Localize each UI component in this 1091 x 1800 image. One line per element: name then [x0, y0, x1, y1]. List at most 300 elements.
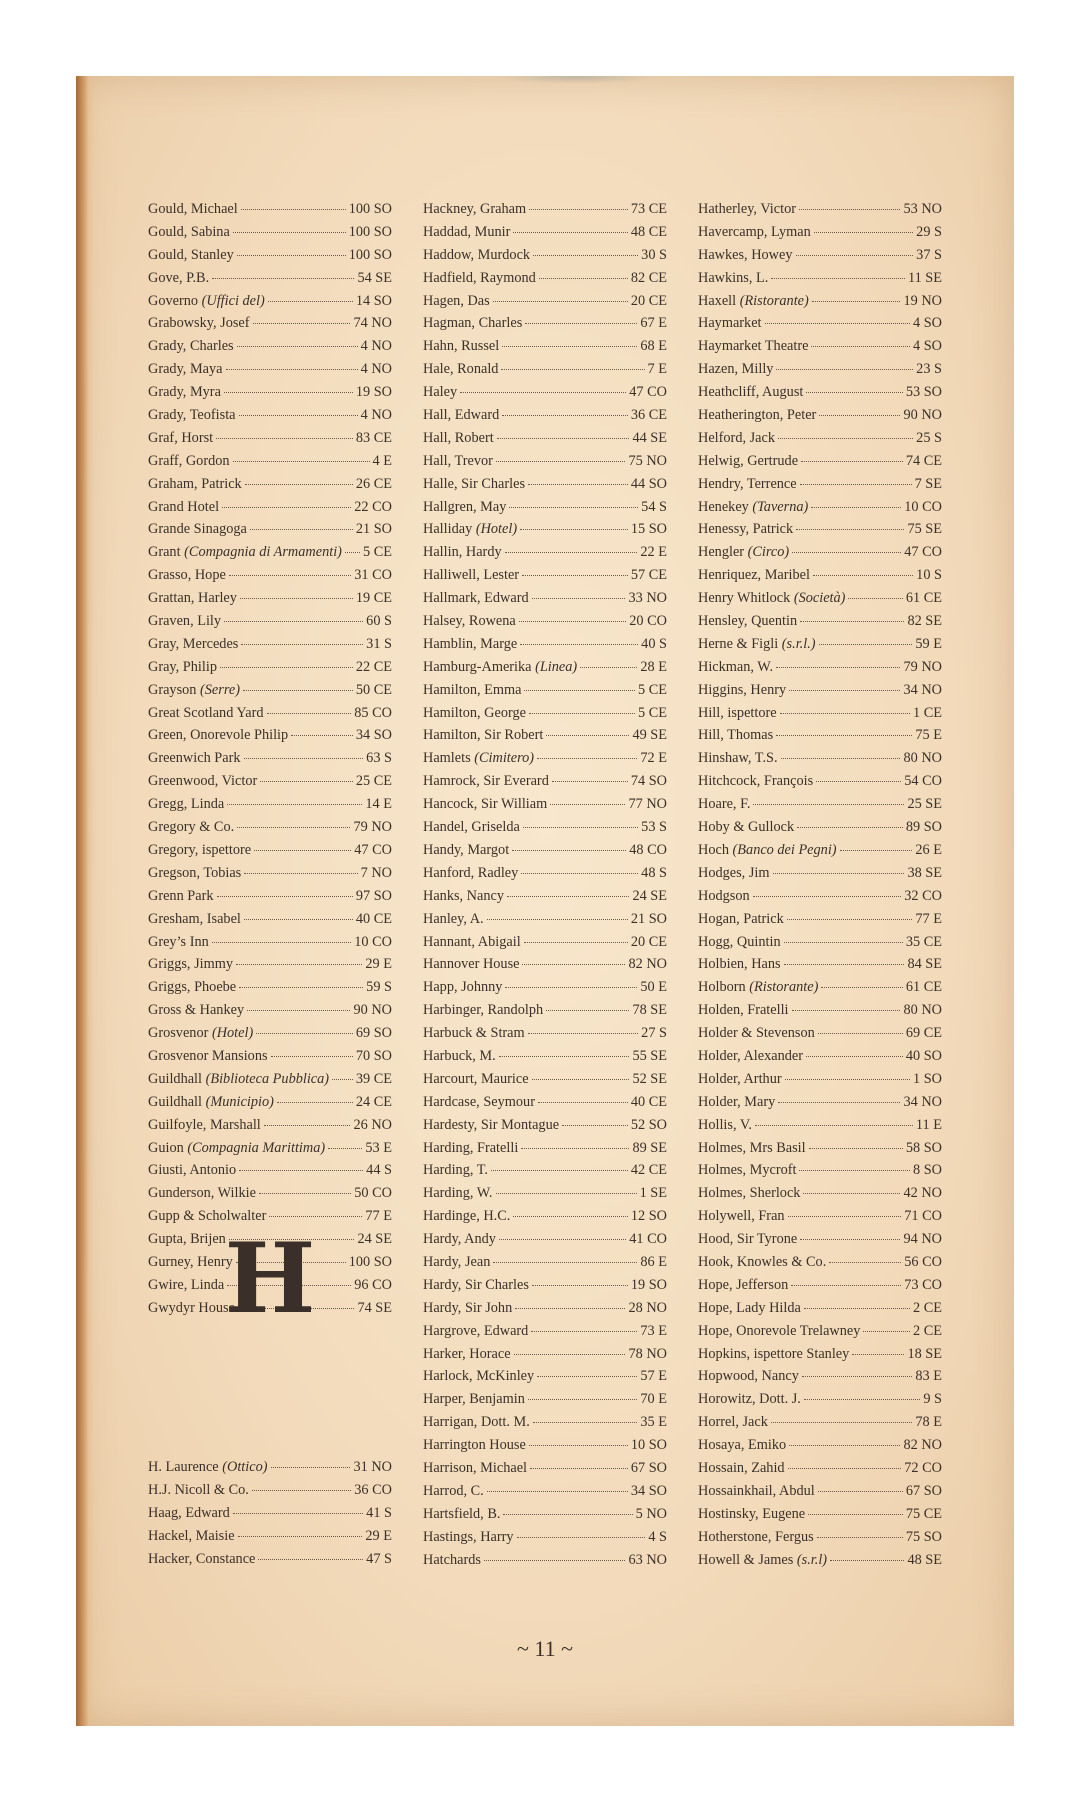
entry-map-reference: 28 NO [628, 1299, 667, 1316]
entry-map-reference: 10 CO [354, 933, 392, 950]
entry-qualifier: (Banco dei Pegni) [732, 841, 837, 858]
entry-name: Guildhall (Municipio) [148, 1093, 274, 1110]
dot-leader [755, 1124, 913, 1126]
index-entry [698, 1094, 942, 1117]
entry-name: Guion (Compagnia Marittima) [148, 1139, 326, 1156]
entry-map-reference: 35 E [640, 1414, 667, 1431]
entry-map-reference: 74 SE [357, 1299, 392, 1316]
entry-qualifier: (Municipio) [205, 1093, 274, 1110]
entry-map-reference: 57 E [640, 1368, 667, 1385]
entry-map-reference: 44 SE [632, 429, 667, 446]
entry-name: Hodges, Jim [698, 864, 770, 881]
entry-name: Hacker, Constance [148, 1550, 256, 1567]
entry-map-reference: 21 SO [630, 910, 667, 927]
index-entry [148, 956, 392, 979]
dot-leader [233, 460, 370, 462]
dot-leader [818, 1032, 903, 1034]
index-entry [698, 1460, 942, 1483]
dot-leader [814, 231, 913, 233]
index-entry [423, 1437, 667, 1460]
entry-name: Helwig, Gertrude [698, 452, 799, 469]
index-entry [148, 1528, 392, 1551]
entry-map-reference: 41 S [366, 1504, 392, 1521]
index-entry [148, 727, 392, 750]
index-entry [423, 727, 667, 750]
index-entry [698, 1529, 942, 1552]
dot-leader [784, 963, 905, 965]
index-entry [423, 1323, 667, 1346]
entry-map-reference: 25 SE [907, 796, 942, 813]
dot-leader [811, 506, 901, 508]
index-entry [698, 201, 942, 224]
entry-map-reference: 47 S [366, 1550, 392, 1567]
index-entry [423, 1162, 667, 1185]
dot-leader [780, 712, 910, 714]
dot-leader [252, 1489, 351, 1491]
index-entry [148, 911, 392, 934]
entry-map-reference: 4 S [648, 1528, 667, 1545]
entry-map-reference: 58 SO [905, 1139, 942, 1156]
entry-name: Grasso, Hope [148, 567, 226, 584]
entry-name: Hall, Robert [423, 429, 494, 446]
dot-leader [244, 918, 353, 920]
entry-map-reference: 20 CE [630, 933, 667, 950]
index-entry [698, 270, 942, 293]
dot-leader [552, 780, 628, 782]
entry-map-reference: 75 E [915, 727, 942, 744]
index-entry [423, 453, 667, 476]
entry-map-reference: 35 CE [905, 933, 942, 950]
entry-map-reference: 29 S [916, 223, 942, 240]
entry-map-reference: 83 E [915, 1368, 942, 1385]
entry-map-reference: 50 E [640, 979, 667, 996]
index-entry [423, 544, 667, 567]
dot-leader [237, 254, 346, 256]
dot-leader [813, 574, 913, 576]
dot-leader [796, 528, 904, 530]
dot-leader [243, 689, 353, 691]
entry-map-reference: 11 E [915, 1116, 942, 1133]
entry-name: Hargrove, Edward [423, 1322, 529, 1339]
entry-name: Grey’s Inn [148, 933, 209, 950]
entry-name: Hawkes, Howey [698, 246, 793, 263]
dot-leader [546, 1009, 629, 1011]
index-entry [698, 1254, 942, 1277]
index-entry [148, 750, 392, 773]
entry-map-reference: 29 E [365, 1527, 392, 1544]
entry-map-reference: 75 NO [628, 452, 667, 469]
entry-name: Hancock, Sir William [423, 796, 548, 813]
entry-map-reference: 7 E [647, 361, 667, 378]
index-entry [148, 499, 392, 522]
dot-leader [233, 1512, 363, 1514]
dot-leader [328, 1147, 362, 1149]
entry-name: Hadfield, Raymond [423, 269, 536, 286]
dot-leader [499, 1238, 626, 1240]
entry-map-reference: 52 SO [630, 1116, 667, 1133]
entry-name: Gurney, Henry [148, 1253, 233, 1270]
index-entry [698, 796, 942, 819]
entry-name: Grady, Maya [148, 361, 223, 378]
index-entry [423, 384, 667, 407]
entry-name: Hoch (Banco dei Pegni) [698, 841, 837, 858]
entry-qualifier: (Società) [793, 590, 846, 607]
index-entry [148, 1094, 392, 1117]
dot-leader [524, 941, 628, 943]
entry-map-reference: 21 SO [355, 521, 392, 538]
entry-map-reference: 26 CE [355, 475, 392, 492]
entry-map-reference: 10 SO [630, 1437, 667, 1454]
entry-map-reference: 24 CE [355, 1093, 392, 1110]
entry-map-reference: 22 CO [354, 498, 392, 515]
dot-leader [227, 803, 362, 805]
index-entry [148, 1459, 392, 1482]
index-entry [148, 1048, 392, 1071]
page-number: ~ 11 ~ [517, 1636, 573, 1661]
dot-leader [776, 368, 913, 370]
entry-name: Gould, Sabina [148, 223, 230, 240]
dot-leader [788, 1467, 902, 1469]
entry-name: Hoby & Gullock [698, 819, 795, 836]
entry-name: Hill, ispettore [698, 704, 777, 721]
index-entry [698, 247, 942, 270]
dot-leader [521, 872, 638, 874]
entry-map-reference: 60 S [366, 613, 392, 630]
entry-name: Holbien, Hans [698, 956, 781, 973]
entry-map-reference: 69 CE [905, 1025, 942, 1042]
dot-leader [260, 780, 353, 782]
dot-leader [254, 849, 351, 851]
entry-name: Hastings, Harry [423, 1528, 514, 1545]
entry-name: Hotherstone, Fergus [698, 1528, 814, 1545]
index-entry [423, 499, 667, 522]
entry-map-reference: 47 CO [629, 384, 667, 401]
index-entry [423, 1460, 667, 1483]
entry-name: Hope, Jefferson [698, 1276, 789, 1293]
dot-leader [792, 1009, 901, 1011]
entry-map-reference: 77 E [365, 1208, 392, 1225]
entry-map-reference: 77 NO [628, 796, 667, 813]
dot-leader [789, 689, 900, 691]
entry-name: Hahn, Russel [423, 338, 500, 355]
dot-leader [802, 1375, 913, 1377]
dot-leader [258, 1558, 363, 1560]
entry-map-reference: 82 CE [630, 269, 667, 286]
entry-name: Hollis, V. [698, 1116, 752, 1133]
index-entry [698, 659, 942, 682]
dot-leader [830, 1559, 904, 1561]
entry-name: Grady, Teofista [148, 407, 236, 424]
entry-map-reference: 37 S [916, 246, 942, 263]
dot-leader [806, 1055, 903, 1057]
dot-leader [264, 1124, 351, 1126]
entry-name: Hossain, Zahid [698, 1459, 785, 1476]
entry-map-reference: 53 E [365, 1139, 392, 1156]
entry-qualifier: (Uffici del) [201, 292, 265, 309]
entry-map-reference: 34 NO [903, 681, 942, 698]
entry-name: Halle, Sir Charles [423, 475, 526, 492]
index-entry [148, 865, 392, 888]
dot-leader [546, 734, 629, 736]
entry-qualifier: (Cimitero) [474, 750, 535, 767]
dot-leader [817, 1536, 903, 1538]
entry-name: H. Laurence (Ottico) [148, 1459, 268, 1475]
entry-map-reference: 73 CO [904, 1276, 942, 1293]
entry-name: Hardy, Jean [423, 1253, 491, 1270]
dot-leader [533, 254, 638, 256]
index-entry [698, 1208, 942, 1231]
entry-map-reference: 82 SE [907, 613, 942, 630]
entry-name: Gray, Mercedes [148, 635, 239, 652]
entry-map-reference: 72 CO [904, 1459, 942, 1476]
entry-map-reference: 50 CO [354, 1185, 392, 1202]
dot-leader [528, 1032, 639, 1034]
dot-leader [239, 1169, 363, 1171]
entry-map-reference: 5 CE [638, 704, 667, 721]
entry-map-reference: 73 CE [630, 201, 667, 217]
entry-name: Hardy, Sir John [423, 1299, 513, 1316]
entry-name: Graf, Horst [148, 429, 214, 446]
index-column-1 [148, 201, 392, 1323]
entry-map-reference: 100 SO [348, 246, 392, 263]
index-entry [698, 636, 942, 659]
entry-name: Gupta, Brijen [148, 1231, 226, 1248]
entry-name: Hardcase, Seymour [423, 1093, 535, 1110]
index-entry [698, 430, 942, 453]
entry-name: Grattan, Harley [148, 590, 237, 607]
index-entry [148, 705, 392, 728]
entry-name: Hensley, Quentin [698, 613, 798, 630]
entry-name: Haddow, Murdock [423, 246, 531, 263]
index-entry [698, 682, 942, 705]
entry-name: Hartsfield, B. [423, 1505, 501, 1522]
index-entry [148, 1162, 392, 1185]
entry-map-reference: 31 NO [353, 1459, 392, 1475]
index-entry [698, 1391, 942, 1414]
entry-map-reference: 89 SO [905, 819, 942, 836]
entry-map-reference: 28 E [640, 658, 667, 675]
entry-map-reference: 7 NO [360, 864, 392, 881]
entry-name: Harrington House [423, 1437, 526, 1454]
index-entry [423, 361, 667, 384]
entry-map-reference: 63 S [366, 750, 392, 767]
entry-name: Hamilton, Sir Robert [423, 727, 544, 744]
entry-map-reference: 26 NO [353, 1116, 392, 1133]
dot-leader [531, 1330, 637, 1332]
index-entry [148, 1002, 392, 1025]
entry-name: Hogan, Patrick [698, 910, 784, 927]
entry-map-reference: 54 CO [904, 773, 942, 790]
dot-leader [799, 208, 900, 210]
index-entry [698, 1162, 942, 1185]
entry-name: Hinshaw, T.S. [698, 750, 778, 767]
entry-map-reference: 1 SO [913, 1070, 942, 1087]
entry-map-reference: 4 NO [360, 361, 392, 378]
entry-name: Grand Hotel [148, 498, 220, 515]
dot-leader [800, 1238, 900, 1240]
index-entry [148, 796, 392, 819]
entry-map-reference: 20 CO [629, 613, 667, 630]
entry-map-reference: 42 NO [903, 1185, 942, 1202]
entry-map-reference: 55 SE [632, 1047, 667, 1064]
entry-qualifier: (Taverna) [752, 498, 809, 515]
dot-leader [268, 300, 353, 302]
entry-name: Green, Onorevole Philip [148, 727, 289, 744]
dot-leader [537, 1375, 637, 1377]
dot-leader [528, 483, 628, 485]
dot-leader [224, 620, 363, 622]
entry-map-reference: 44 S [366, 1162, 392, 1179]
entry-name: Hossainkhail, Abdul [698, 1482, 815, 1499]
dot-leader [267, 712, 352, 714]
dot-leader [529, 1444, 628, 1446]
entry-name: Hawkins, L. [698, 269, 769, 286]
dot-leader [513, 1215, 627, 1217]
dot-leader [784, 941, 903, 943]
entry-name: Harbinger, Randolph [423, 1002, 544, 1019]
entry-name: Harding, Fratelli [423, 1139, 519, 1156]
index-entry [698, 979, 942, 1002]
index-entry [148, 842, 392, 865]
entry-name: Gregory, ispettore [148, 841, 252, 858]
entry-map-reference: 74 SO [630, 773, 667, 790]
index-entry [423, 407, 667, 430]
dot-leader [852, 1353, 904, 1355]
entry-map-reference: 20 CE [630, 292, 667, 309]
dot-leader [520, 643, 638, 645]
dot-leader [487, 1490, 628, 1492]
index-entry [148, 888, 392, 911]
entry-map-reference: 44 SO [630, 475, 667, 492]
entry-name: Hackel, Maisie [148, 1527, 235, 1544]
dot-leader [226, 368, 358, 370]
entry-name: Hardy, Andy [423, 1231, 496, 1248]
entry-map-reference: 36 CO [354, 1481, 392, 1498]
dot-leader [501, 368, 644, 370]
entry-name: Holder, Alexander [698, 1047, 804, 1064]
entry-map-reference: 69 SO [355, 1025, 392, 1042]
entry-map-reference: 75 SO [905, 1528, 942, 1545]
entry-map-reference: 40 CE [630, 1093, 667, 1110]
index-entry [148, 1071, 392, 1094]
index-entry [148, 476, 392, 499]
entry-map-reference: 78 NO [628, 1345, 667, 1362]
dot-leader [460, 391, 626, 393]
entry-map-reference: 75 SE [907, 521, 942, 538]
entry-name: Harcourt, Maurice [423, 1070, 529, 1087]
dot-leader [271, 1466, 351, 1468]
dot-leader [771, 1421, 913, 1423]
entry-map-reference: 89 SE [632, 1139, 667, 1156]
index-entry [423, 1208, 667, 1231]
index-entry [148, 430, 392, 453]
index-entry [698, 888, 942, 911]
entry-name: Hengler (Circo) [698, 544, 790, 561]
dot-leader [513, 231, 628, 233]
entry-map-reference: 27 S [641, 1025, 667, 1042]
index-entry [423, 1277, 667, 1300]
dot-leader [237, 826, 350, 828]
entry-name: Gunderson, Wilkie [148, 1185, 256, 1202]
entry-name: Governo (Uffici del) [148, 292, 265, 309]
entry-name: Henry Whitlock (Società) [698, 590, 846, 607]
entry-map-reference: 53 SO [905, 384, 942, 401]
index-entry [698, 1552, 942, 1575]
index-entry [423, 1414, 667, 1437]
entry-name: Hallin, Hardy [423, 544, 502, 561]
entry-map-reference: 94 NO [903, 1231, 942, 1248]
entry-name: Grant (Compagnia di Armamenti) [148, 544, 342, 561]
entry-map-reference: 40 CE [355, 910, 392, 927]
entry-name: Holder & Stevenson [698, 1025, 815, 1042]
index-entry [423, 1483, 667, 1506]
index-entry [423, 293, 667, 316]
section-letter-heading: H [224, 1222, 316, 1335]
dot-leader [238, 1535, 363, 1537]
index-entry [423, 1300, 667, 1323]
index-entry [698, 1277, 942, 1300]
index-entry [148, 819, 392, 842]
entry-name: Griggs, Jimmy [148, 956, 233, 973]
entry-name: Hosaya, Emiko [698, 1437, 787, 1454]
entry-map-reference: 78 SE [632, 1002, 667, 1019]
dot-leader [799, 1169, 910, 1171]
dot-leader [212, 941, 352, 943]
entry-name: Hazen, Milly [698, 361, 774, 378]
dot-leader [785, 1078, 910, 1080]
index-column-3 [698, 201, 942, 1574]
index-entry [148, 224, 392, 247]
dot-leader [562, 1124, 628, 1126]
index-entry [698, 453, 942, 476]
dot-leader [503, 1513, 632, 1515]
index-entry [148, 201, 392, 224]
entry-qualifier: (Biblioteca Pubblica) [205, 1070, 330, 1087]
index-entry [698, 567, 942, 590]
index-entry [698, 1140, 942, 1163]
dot-leader [496, 1192, 637, 1194]
index-entry [698, 521, 942, 544]
dot-leader [271, 1055, 353, 1057]
index-entry [698, 1002, 942, 1025]
entry-map-reference: 80 NO [903, 1002, 942, 1019]
dot-leader [804, 1307, 910, 1309]
entry-map-reference: 53 S [641, 819, 667, 836]
index-entry [698, 1048, 942, 1071]
entry-map-reference: 73 E [640, 1322, 667, 1339]
dot-leader [239, 986, 363, 988]
dot-leader [216, 437, 353, 439]
dot-leader [537, 757, 637, 759]
index-entry [423, 224, 667, 247]
index-entry [148, 270, 392, 293]
dot-leader [291, 734, 353, 736]
entry-map-reference: 10 S [916, 567, 942, 584]
index-entry [423, 1506, 667, 1529]
index-entry [698, 407, 942, 430]
dot-leader [533, 1421, 638, 1423]
dot-leader [811, 345, 910, 347]
index-entry [148, 1117, 392, 1140]
dot-leader [497, 437, 630, 439]
index-entry [698, 934, 942, 957]
entry-name: Heatherington, Peter [698, 407, 817, 424]
entry-name: Horowitz, Dott. J. [698, 1391, 801, 1408]
entry-map-reference: 48 SE [907, 1551, 942, 1568]
entry-map-reference: 10 CO [904, 498, 942, 515]
dot-leader [797, 826, 903, 828]
entry-name: Holder, Arthur [698, 1070, 782, 1087]
